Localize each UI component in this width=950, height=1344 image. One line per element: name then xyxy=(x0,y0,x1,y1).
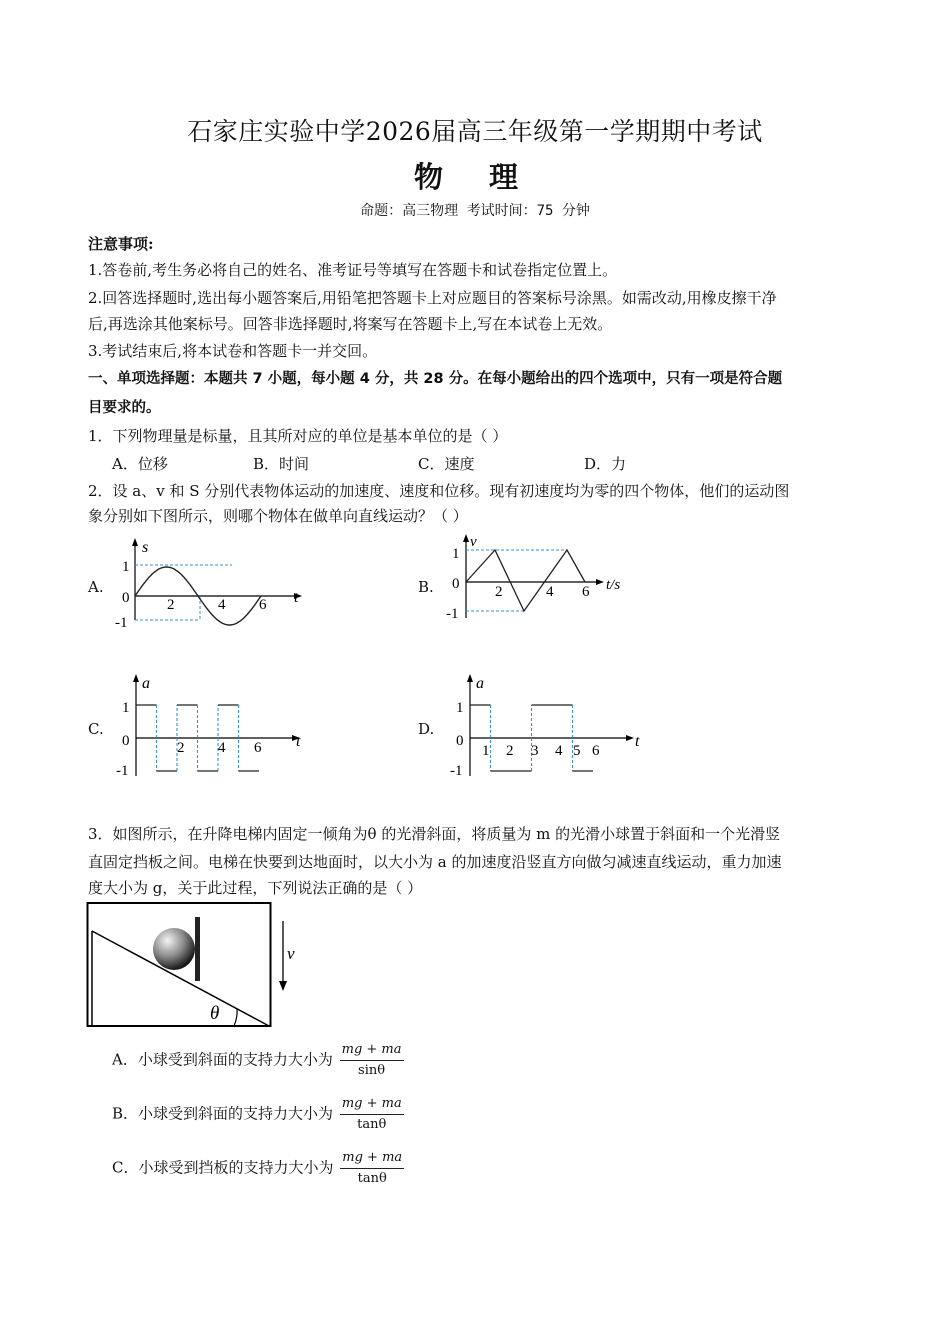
subject-title: 物 理 xyxy=(413,160,537,194)
x-tick: 5 xyxy=(573,743,581,759)
y-tick: 1 xyxy=(452,546,460,562)
y-tick: 0 xyxy=(456,733,464,749)
q1-option-d: D．力 xyxy=(584,455,627,473)
angle-label: θ xyxy=(210,1003,220,1024)
y-tick: 0 xyxy=(122,590,130,606)
y-axis-label: a xyxy=(142,675,150,692)
x-axis-arrow xyxy=(596,579,604,585)
section-heading-cont: 目要求的。 xyxy=(88,400,161,416)
question-3-stem: 3．如图所示，在升降电梯内固定一倾角为θ 的光滑斜面，将质量为 m 的光滑小球置于斜面和一个光滑竖 xyxy=(88,825,781,843)
y-tick: 0 xyxy=(452,576,460,592)
x-axis-label: t xyxy=(635,733,640,750)
question-2-stem: 2．设 a、v 和 S 分别代表物体运动的加速度、速度和位移。现有初速度均为零的四个物体，他们的运动图 xyxy=(88,482,790,500)
velocity-arrowhead xyxy=(279,981,287,991)
option-text: B．小球受到斜面的支持力大小为 xyxy=(112,1104,334,1123)
x-tick: 6 xyxy=(259,597,267,613)
q1-option-a: A．位移 xyxy=(112,455,168,473)
notice-heading: 注意事项: xyxy=(88,235,154,253)
numerator: mg + ma xyxy=(340,1148,404,1169)
x-tick: 4 xyxy=(218,740,226,756)
x-tick: 1 xyxy=(482,743,490,759)
x-tick: 6 xyxy=(592,743,600,759)
denominator: sinθ xyxy=(358,1063,386,1078)
x-tick: 6 xyxy=(254,740,262,756)
ball xyxy=(153,928,195,970)
notice-item: 1.答卷前,考生务必将自己的姓名、准考证号等填写在答题卡和试卷指定位置上。 xyxy=(88,261,618,279)
fraction xyxy=(340,1148,404,1189)
x-axis-label: t xyxy=(296,733,301,750)
q3-option-a xyxy=(112,1040,404,1081)
question-1-stem: 1．下列物理量是标量，且其所对应的单位是基本单位的是（ ） xyxy=(88,427,508,445)
x-tick: 4 xyxy=(218,597,226,613)
exam-info: 命题：高三物理 考试时间：75 分钟 xyxy=(360,203,590,219)
exam-title: 石家庄实验中学2026届高三年级第一学期期中考试 xyxy=(187,117,763,146)
x-axis-arrow xyxy=(626,735,634,741)
y-tick: -1 xyxy=(115,615,128,631)
x-tick: 6 xyxy=(582,584,590,600)
y-axis-arrow xyxy=(132,538,138,546)
y-axis-label: s xyxy=(142,539,149,556)
x-tick: 2 xyxy=(506,743,514,759)
y-axis-arrow xyxy=(467,674,473,682)
notice-item: 后,再选涂其他案标号。回答非选择题时,将案写在答题卡上,写在本试卷上无效。 xyxy=(88,315,613,333)
notice-item: 2.回答选择题时,选出每小题答案后,用铅笔把答题卡上对应题目的答案标号涂黑。如需改动,用橡皮擦干净 xyxy=(88,289,777,307)
x-tick: 4 xyxy=(555,743,563,759)
x-tick: 3 xyxy=(531,743,539,759)
y-axis-arrow xyxy=(463,534,469,542)
y-axis-arrow xyxy=(133,674,139,682)
graph-c xyxy=(110,672,310,782)
option-text: A．小球受到斜面的支持力大小为 xyxy=(112,1050,333,1069)
notice-item: 3.考试结束后,将本试卷和答题卡一并交回。 xyxy=(88,342,378,360)
question-3-stem-cont: 直固定挡板之间。电梯在快要到达地面时，以大小为 a 的加速度沿竖直方向做匀减速直线运动，重力加速 xyxy=(88,853,782,871)
question-2-stem-cont: 象分别如下图所示，则哪个物体在做单向直线运动？（ ） xyxy=(88,507,468,525)
numerator: mg + ma xyxy=(340,1040,404,1061)
y-tick: -1 xyxy=(116,763,129,779)
graph-label-b: B. xyxy=(418,578,434,596)
y-tick: 0 xyxy=(122,733,130,749)
q1-option-b: B．时间 xyxy=(253,455,310,473)
y-tick: -1 xyxy=(450,763,463,779)
graph-a xyxy=(110,536,310,636)
denominator: tanθ xyxy=(357,1117,387,1132)
graph-label-d: D. xyxy=(418,720,435,738)
y-axis-label: a xyxy=(476,675,484,692)
y-tick: -1 xyxy=(446,606,459,622)
q3-option-c xyxy=(112,1148,404,1189)
angle-arc xyxy=(234,1009,237,1026)
section-heading: 一、单项选择题：本题共 7 小题，每小题 4 分，共 28 分。在每小题给出的四个选项中，只有一项是符合题 xyxy=(88,371,783,387)
graph-b xyxy=(440,532,640,632)
baffle-plate xyxy=(195,917,200,981)
x-tick: 2 xyxy=(167,597,175,613)
velocity-label: v xyxy=(287,944,295,963)
y-tick: 1 xyxy=(456,700,464,716)
fraction xyxy=(340,1094,404,1135)
y-axis-label: v xyxy=(470,534,477,550)
x-tick: 2 xyxy=(495,584,503,600)
option-text: C．小球受到挡板的支持力大小为 xyxy=(112,1158,334,1177)
x-axis-label: t/s xyxy=(606,577,621,593)
x-axis-label: t xyxy=(294,589,299,606)
q3-option-b xyxy=(112,1094,404,1135)
q1-option-c: C．速度 xyxy=(418,455,475,473)
x-tick: 4 xyxy=(546,584,554,600)
y-tick: 1 xyxy=(122,559,130,575)
denominator: tanθ xyxy=(357,1171,387,1186)
graph-d xyxy=(440,672,650,782)
v-t-curve xyxy=(466,550,585,611)
elevator-figure xyxy=(86,901,306,1031)
y-tick: 1 xyxy=(122,700,130,716)
graph-label-c: C. xyxy=(88,720,104,738)
numerator: mg + ma xyxy=(340,1094,404,1115)
x-tick: 2 xyxy=(177,740,185,756)
fraction xyxy=(340,1040,404,1081)
graph-label-a: A. xyxy=(88,578,104,596)
question-3-stem-cont: 度大小为 g，关于此过程，下列说法正确的是（ ） xyxy=(88,879,423,897)
